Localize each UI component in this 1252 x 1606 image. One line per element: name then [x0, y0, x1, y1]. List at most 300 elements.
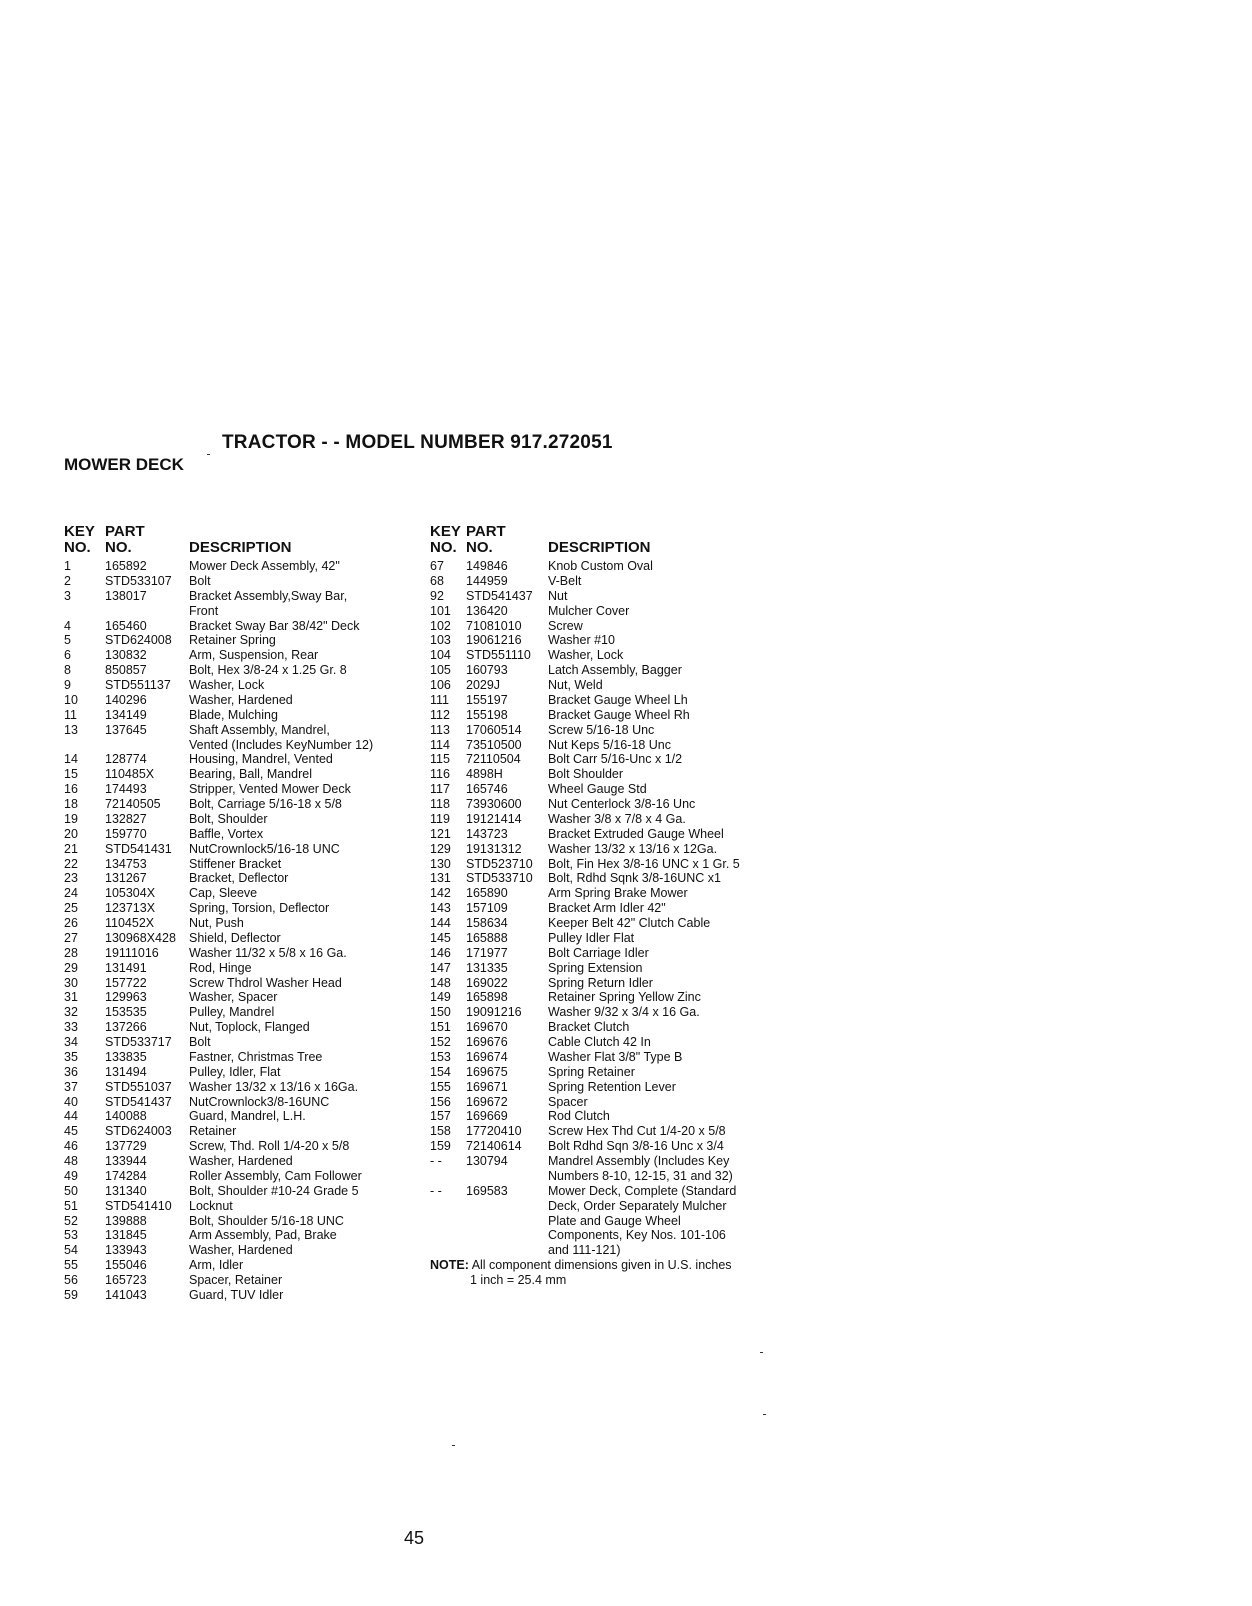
part-no-cell: 169022	[466, 975, 508, 990]
part-no-cell	[105, 604, 189, 619]
description-cell: Stiffener Bracket	[189, 856, 282, 871]
description-cell: Deck, Order Separately Mulcher	[548, 1198, 727, 1213]
table-row	[64, 797, 444, 812]
key-no-cell: 3	[64, 588, 71, 603]
table-row	[430, 857, 780, 872]
part-no-cell: 153535	[105, 1005, 147, 1020]
key-no-cell: 104	[430, 648, 451, 663]
section-title: MOWER DECK	[64, 455, 184, 474]
table-row	[64, 1095, 444, 1110]
part-no-cell: 17060514	[466, 722, 522, 737]
part-no-cell: 72140614	[466, 1139, 522, 1154]
key-no-cell: 152	[430, 1035, 451, 1049]
description-cell: Washer, Spacer	[189, 990, 278, 1005]
description-cell: Screw Hex Thd Cut 1/4-20 x 5/8	[548, 1124, 726, 1139]
scan-speck	[452, 1445, 455, 1446]
description-cell: Bolt, Rdhd Sqnk 3/8-16UNC x1	[548, 871, 722, 886]
table-row	[64, 1005, 444, 1020]
key-no-cell: 10	[64, 692, 78, 707]
table-row	[64, 871, 444, 886]
description-cell: Pulley, Idler, Flat	[189, 1064, 281, 1079]
key-no-cell: 101	[430, 603, 451, 618]
key-no-cell: 23	[64, 871, 78, 886]
key-no-cell: 142	[430, 886, 451, 901]
table-row	[64, 990, 444, 1005]
description-cell: Washer Flat 3/8" Type B	[548, 1049, 683, 1064]
table-row	[430, 1154, 780, 1169]
table-row	[430, 574, 780, 589]
part-no-cell: STD533710	[466, 871, 533, 886]
parts-table-right	[430, 522, 780, 1258]
description-cell: Washer #10	[548, 633, 615, 648]
description-cell: NutCrownlock5/16-18 UNC	[189, 841, 340, 856]
column-headers	[430, 522, 780, 556]
table-row	[64, 1214, 444, 1229]
table-rows	[64, 559, 444, 1303]
key-no-cell: 50	[64, 1183, 78, 1198]
key-no-cell: 20	[64, 826, 78, 841]
part-no-cell: 123713X	[105, 901, 156, 916]
key-no-cell: 26	[64, 916, 78, 930]
table-row	[430, 1035, 780, 1050]
part-no-cell: 131267	[105, 871, 147, 886]
scan-speck	[763, 1414, 766, 1415]
table-row	[64, 842, 444, 857]
key-no-cell	[430, 1243, 466, 1258]
table-row	[64, 1065, 444, 1080]
table-row	[64, 1288, 444, 1303]
key-no-cell: 4	[64, 618, 71, 633]
description-cell: Nut, Push	[189, 916, 244, 930]
description-cell: Bracket Extruded Gauge Wheel	[548, 826, 724, 841]
description-cell: Bracket Sway Bar 38/42" Deck	[189, 618, 360, 633]
key-no-cell: 6	[64, 648, 71, 663]
table-row	[430, 990, 780, 1005]
description-cell: Pulley Idler Flat	[548, 930, 635, 945]
part-no-cell: 155198	[466, 707, 508, 722]
key-no-cell: 145	[430, 930, 451, 945]
key-no-cell: 45	[64, 1124, 78, 1139]
table-row	[64, 886, 444, 901]
scan-speck	[760, 1352, 763, 1353]
part-no-cell: 139888	[105, 1213, 147, 1228]
part-no-cell: STD551137	[105, 678, 171, 692]
description-cell: Mandrel Assembly (Includes Key	[548, 1154, 730, 1168]
table-row	[430, 1124, 780, 1139]
part-no-cell: 169670	[466, 1020, 508, 1035]
part-no-cell: 143723	[466, 826, 508, 841]
key-no-cell: 1	[64, 559, 71, 573]
table-row	[430, 648, 780, 663]
part-no-cell: 165888	[466, 930, 508, 945]
key-no-cell: 92	[430, 588, 444, 603]
part-no-cell	[105, 738, 189, 753]
key-no-cell: 144	[430, 916, 451, 930]
description-cell: Arm Spring Brake Mower	[548, 886, 688, 901]
description-cell: Spring Extension	[548, 960, 643, 975]
key-no-cell: 9	[64, 678, 71, 692]
key-no-cell: 119	[430, 811, 450, 826]
part-no-cell: 165460	[105, 618, 147, 633]
part-no-cell: 19111016	[105, 945, 159, 960]
description-cell: Guard, Mandrel, L.H.	[189, 1109, 306, 1124]
part-no-cell: 138017	[105, 588, 147, 603]
part-no-cell: 105304X	[105, 886, 156, 901]
table-row	[64, 1080, 444, 1095]
table-row	[430, 1228, 780, 1243]
description-cell: Cable Clutch 42 In	[548, 1035, 651, 1049]
description-cell: and 111-121)	[548, 1243, 621, 1258]
part-no-cell: 169671	[466, 1079, 508, 1094]
key-no-cell: 14	[64, 752, 78, 767]
key-no-cell: 116	[430, 767, 450, 782]
table-row	[430, 976, 780, 991]
table-row	[64, 931, 444, 946]
part-no-cell: 157109	[466, 901, 508, 916]
table-row	[64, 559, 444, 574]
description-cell: Washer, Lock	[189, 678, 265, 692]
description-cell: Bolt, Fin Hex 3/8-16 UNC x 1 Gr. 5	[548, 856, 740, 871]
part-no-cell: 71081010	[466, 618, 522, 633]
description-cell: Bracket, Deflector	[189, 871, 289, 886]
key-no-header: KEY NO.	[430, 523, 461, 556]
description-cell: Washer 13/32 x 13/16 x 12Ga.	[548, 841, 718, 856]
description-cell: Washer, Lock	[548, 648, 624, 663]
key-no-cell: 67	[430, 559, 444, 573]
description-cell: Blade, Mulching	[189, 707, 278, 722]
table-row	[430, 1005, 780, 1020]
key-no-cell: 131	[430, 871, 451, 886]
part-no-cell: 850857	[105, 663, 147, 678]
description-cell: Rod, Hinge	[189, 960, 252, 975]
table-row	[430, 1080, 780, 1095]
part-no-cell: STD541437	[105, 1094, 172, 1109]
key-no-cell: 147	[430, 960, 451, 975]
key-no-cell: 154	[430, 1064, 451, 1079]
key-no-cell: 29	[64, 960, 78, 975]
table-row	[64, 1273, 444, 1288]
key-no-cell: 21	[64, 841, 78, 856]
table-row	[430, 693, 780, 708]
part-no-cell: 169675	[466, 1064, 508, 1079]
description-cell: Guard, TUV Idler	[189, 1287, 284, 1302]
description-cell: Screw	[548, 618, 583, 633]
description-cell: Nut, Weld	[548, 678, 603, 692]
key-no-cell: 121	[430, 826, 451, 841]
description-cell: Bolt Carriage Idler	[548, 945, 649, 960]
page-title: TRACTOR - - MODEL NUMBER 917.272051	[222, 432, 613, 453]
table-row	[430, 782, 780, 797]
note-conversion: 1 inch = 25.4 mm	[470, 1273, 567, 1287]
part-no-cell: 165890	[466, 886, 508, 901]
description-cell: Retainer Spring Yellow Zinc	[548, 990, 701, 1005]
key-no-cell	[430, 1169, 466, 1184]
part-no-cell: 130832	[105, 648, 147, 663]
scan-speck	[207, 454, 210, 455]
part-no-cell: 165898	[466, 990, 508, 1005]
table-row	[430, 1109, 780, 1124]
table-row	[430, 559, 780, 574]
key-no-cell: 35	[64, 1049, 78, 1064]
description-cell: Bolt	[189, 573, 211, 588]
key-no-cell: 51	[64, 1198, 78, 1213]
part-no-header: PART NO.	[105, 523, 145, 556]
table-row	[430, 886, 780, 901]
part-no-cell: 17720410	[466, 1124, 522, 1139]
key-no-cell: 33	[64, 1020, 78, 1035]
part-no-cell: 19131312	[466, 841, 522, 856]
part-no-cell: 72140505	[105, 797, 161, 811]
table-row	[64, 1184, 444, 1199]
description-cell: Bolt Shoulder	[548, 767, 624, 782]
part-no-cell: 141043	[105, 1287, 147, 1302]
table-row	[64, 633, 444, 648]
description-cell: Wheel Gauge Std	[548, 782, 647, 797]
table-row	[64, 946, 444, 961]
key-no-cell: 159	[430, 1139, 451, 1154]
table-row	[64, 1035, 444, 1050]
part-no-cell: STD551037	[105, 1079, 172, 1094]
key-no-cell: 25	[64, 901, 78, 916]
key-no-cell: 149	[430, 990, 451, 1005]
part-no-cell: 19061216	[466, 633, 522, 648]
description-cell: Washer 13/32 x 13/16 x 16Ga.	[189, 1079, 359, 1094]
description-cell: Washer, Hardened	[189, 692, 293, 707]
part-no-cell: STD624008	[105, 633, 172, 648]
description-cell: Cap, Sleeve	[189, 886, 258, 901]
key-no-cell: 52	[64, 1213, 78, 1228]
table-row	[64, 976, 444, 991]
part-no-cell: 2029J	[466, 678, 501, 692]
description-cell: Bracket Clutch	[548, 1020, 630, 1035]
description-cell: Bolt, Shoulder 5/16-18 UNC	[189, 1213, 344, 1228]
description-cell: Spacer	[548, 1094, 588, 1109]
description-cell: Vented (Includes KeyNumber 12)	[189, 737, 374, 752]
description-cell: Roller Assembly, Cam Follower	[189, 1168, 362, 1183]
part-no-cell: 169669	[466, 1109, 508, 1124]
key-no-cell: 112	[430, 707, 450, 722]
dimensions-note	[430, 1258, 732, 1288]
table-row	[430, 1169, 780, 1184]
key-no-header: KEY NO.	[64, 523, 95, 556]
description-cell: Washer, Hardened	[189, 1243, 293, 1258]
description-cell: Arm Assembly, Pad, Brake	[189, 1228, 337, 1243]
description-cell: Keeper Belt 42" Clutch Cable	[548, 916, 711, 930]
key-no-cell: 114	[430, 737, 450, 752]
part-no-header: PART NO.	[466, 523, 506, 556]
part-no-cell: 169672	[466, 1094, 508, 1109]
key-no-cell: - -	[430, 1154, 442, 1168]
key-no-cell: 46	[64, 1139, 78, 1154]
table-row	[64, 827, 444, 842]
key-no-cell: 111	[430, 692, 450, 707]
table-row	[430, 708, 780, 723]
table-row	[64, 916, 444, 931]
key-no-cell: 13	[64, 722, 78, 737]
description-cell: Arm, Suspension, Rear	[189, 648, 319, 663]
part-no-cell: 136420	[466, 603, 508, 618]
key-no-cell: 2	[64, 573, 71, 588]
description-cell: Housing, Mandrel, Vented	[189, 752, 333, 767]
description-cell: Shaft Assembly, Mandrel,	[189, 722, 330, 737]
table-row	[64, 1020, 444, 1035]
key-no-cell: 117	[430, 782, 450, 797]
table-row	[430, 738, 780, 753]
part-no-cell: 110452X	[105, 916, 155, 930]
table-row	[430, 1214, 780, 1229]
key-no-cell: 130	[430, 856, 451, 871]
table-row	[430, 916, 780, 931]
description-cell: Mower Deck Assembly, 42"	[189, 559, 340, 573]
table-row	[430, 797, 780, 812]
part-no-cell: 110485X	[105, 767, 155, 782]
table-row	[64, 1124, 444, 1139]
key-no-cell: 55	[64, 1258, 78, 1273]
description-cell: Screw, Thd. Roll 1/4-20 x 5/8	[189, 1139, 350, 1154]
part-no-cell: 131335	[466, 960, 508, 975]
part-no-cell: 131491	[105, 960, 147, 975]
description-cell: Spring Return Idler	[548, 975, 653, 990]
table-row	[430, 1199, 780, 1214]
part-no-cell: 133944	[105, 1154, 147, 1168]
key-no-cell: 54	[64, 1243, 78, 1258]
key-no-cell: 103	[430, 633, 451, 648]
key-no-cell: 16	[64, 782, 78, 797]
key-no-cell: 156	[430, 1094, 451, 1109]
description-cell: Nut Keps 5/16-18 Unc	[548, 737, 671, 752]
table-row	[430, 604, 780, 619]
key-no-cell: 157	[430, 1109, 451, 1124]
part-no-cell	[466, 1199, 548, 1214]
description-cell: Nut Centerlock 3/8-16 Unc	[548, 797, 696, 811]
key-no-cell: 102	[430, 618, 451, 633]
table-row	[430, 901, 780, 916]
table-row	[64, 678, 444, 693]
part-no-cell: 19091216	[466, 1005, 522, 1020]
table-row	[64, 1139, 444, 1154]
description-header: DESCRIPTION	[189, 539, 292, 556]
table-row	[64, 1228, 444, 1243]
key-no-cell: 19	[64, 811, 78, 826]
table-row	[64, 589, 444, 604]
part-no-cell: 140296	[105, 692, 147, 707]
key-no-cell: 146	[430, 945, 451, 960]
description-cell: Locknut	[189, 1198, 233, 1213]
part-no-cell: 129963	[105, 990, 147, 1005]
description-cell: NutCrownlock3/8-16UNC	[189, 1094, 330, 1109]
table-row	[64, 752, 444, 767]
key-no-cell: 143	[430, 901, 451, 916]
part-no-cell: STD533107	[105, 573, 172, 588]
description-cell: Arm, Idler	[189, 1258, 244, 1273]
table-row	[64, 663, 444, 678]
description-cell: Nut, Toplock, Flanged	[189, 1020, 310, 1035]
part-no-cell: STD533717	[105, 1035, 172, 1049]
part-no-cell: 140088	[105, 1109, 147, 1124]
table-row	[64, 619, 444, 634]
key-no-cell: 31	[64, 990, 78, 1005]
part-no-cell: STD541437	[466, 588, 533, 603]
description-cell: Mower Deck, Complete (Standard	[548, 1183, 737, 1198]
description-cell: Bolt, Hex 3/8-24 x 1.25 Gr. 8	[189, 663, 347, 678]
table-row	[64, 738, 444, 753]
key-no-cell: 105	[430, 663, 451, 678]
table-row	[430, 589, 780, 604]
description-cell: Components, Key Nos. 101-106	[548, 1228, 726, 1243]
table-row	[430, 663, 780, 678]
key-no-cell: 11	[64, 707, 77, 722]
key-no-cell: 158	[430, 1124, 451, 1139]
table-rows	[430, 559, 780, 1258]
description-cell: Bolt, Shoulder	[189, 811, 268, 826]
part-no-cell: 134753	[105, 856, 147, 871]
part-no-cell: 160793	[466, 663, 508, 678]
part-no-cell: 19121414	[466, 811, 522, 826]
part-no-cell: 133943	[105, 1243, 147, 1258]
table-row	[64, 767, 444, 782]
part-no-cell: STD541431	[105, 841, 172, 856]
table-row	[64, 961, 444, 976]
key-no-cell: 34	[64, 1035, 78, 1049]
part-no-cell: 131340	[105, 1183, 147, 1198]
table-row	[430, 1020, 780, 1035]
note-text: All component dimensions given in U.S. inches	[471, 1258, 732, 1272]
part-no-cell: 158634	[466, 916, 508, 930]
part-no-cell: 174284	[105, 1168, 147, 1183]
part-no-cell: 72110504	[466, 752, 521, 767]
table-row	[430, 723, 780, 738]
table-row	[430, 767, 780, 782]
table-row	[64, 708, 444, 723]
table-row	[64, 723, 444, 738]
page-number: 45	[404, 1528, 425, 1548]
key-no-cell: 115	[430, 752, 450, 767]
table-row	[64, 1243, 444, 1258]
key-no-cell	[64, 738, 105, 753]
table-row	[64, 1169, 444, 1184]
description-cell: Bracket Assembly,Sway Bar,	[189, 588, 348, 603]
table-row	[64, 1109, 444, 1124]
table-row	[430, 946, 780, 961]
key-no-cell: 49	[64, 1168, 78, 1183]
part-no-cell: 132827	[105, 811, 147, 826]
description-cell: Spring, Torsion, Deflector	[189, 901, 330, 916]
key-no-cell: 37	[64, 1079, 78, 1094]
description-cell: Mulcher Cover	[548, 603, 630, 618]
description-cell: Bolt Rdhd Sqn 3/8-16 Unc x 3/4	[548, 1139, 724, 1154]
column-headers	[64, 522, 444, 556]
part-no-cell: 137266	[105, 1020, 147, 1035]
description-cell: Washer 9/32 x 3/4 x 16 Ga.	[548, 1005, 700, 1020]
part-no-cell: 169583	[466, 1183, 508, 1198]
description-cell: Washer, Hardened	[189, 1154, 293, 1168]
key-no-cell: 151	[430, 1020, 451, 1035]
table-row	[430, 1243, 780, 1258]
key-no-cell: 5	[64, 633, 71, 648]
table-row	[64, 693, 444, 708]
part-no-cell	[466, 1214, 548, 1229]
table-row	[430, 752, 780, 767]
table-row	[64, 857, 444, 872]
key-no-cell: 113	[430, 722, 450, 737]
part-no-cell: 73510500	[466, 737, 522, 752]
part-no-cell: 128774	[105, 752, 147, 767]
part-no-cell: 137645	[105, 722, 147, 737]
part-no-cell	[466, 1169, 548, 1184]
part-no-cell: STD551110	[466, 648, 531, 663]
part-no-cell: 73930600	[466, 797, 522, 811]
key-no-cell: 40	[64, 1094, 78, 1109]
